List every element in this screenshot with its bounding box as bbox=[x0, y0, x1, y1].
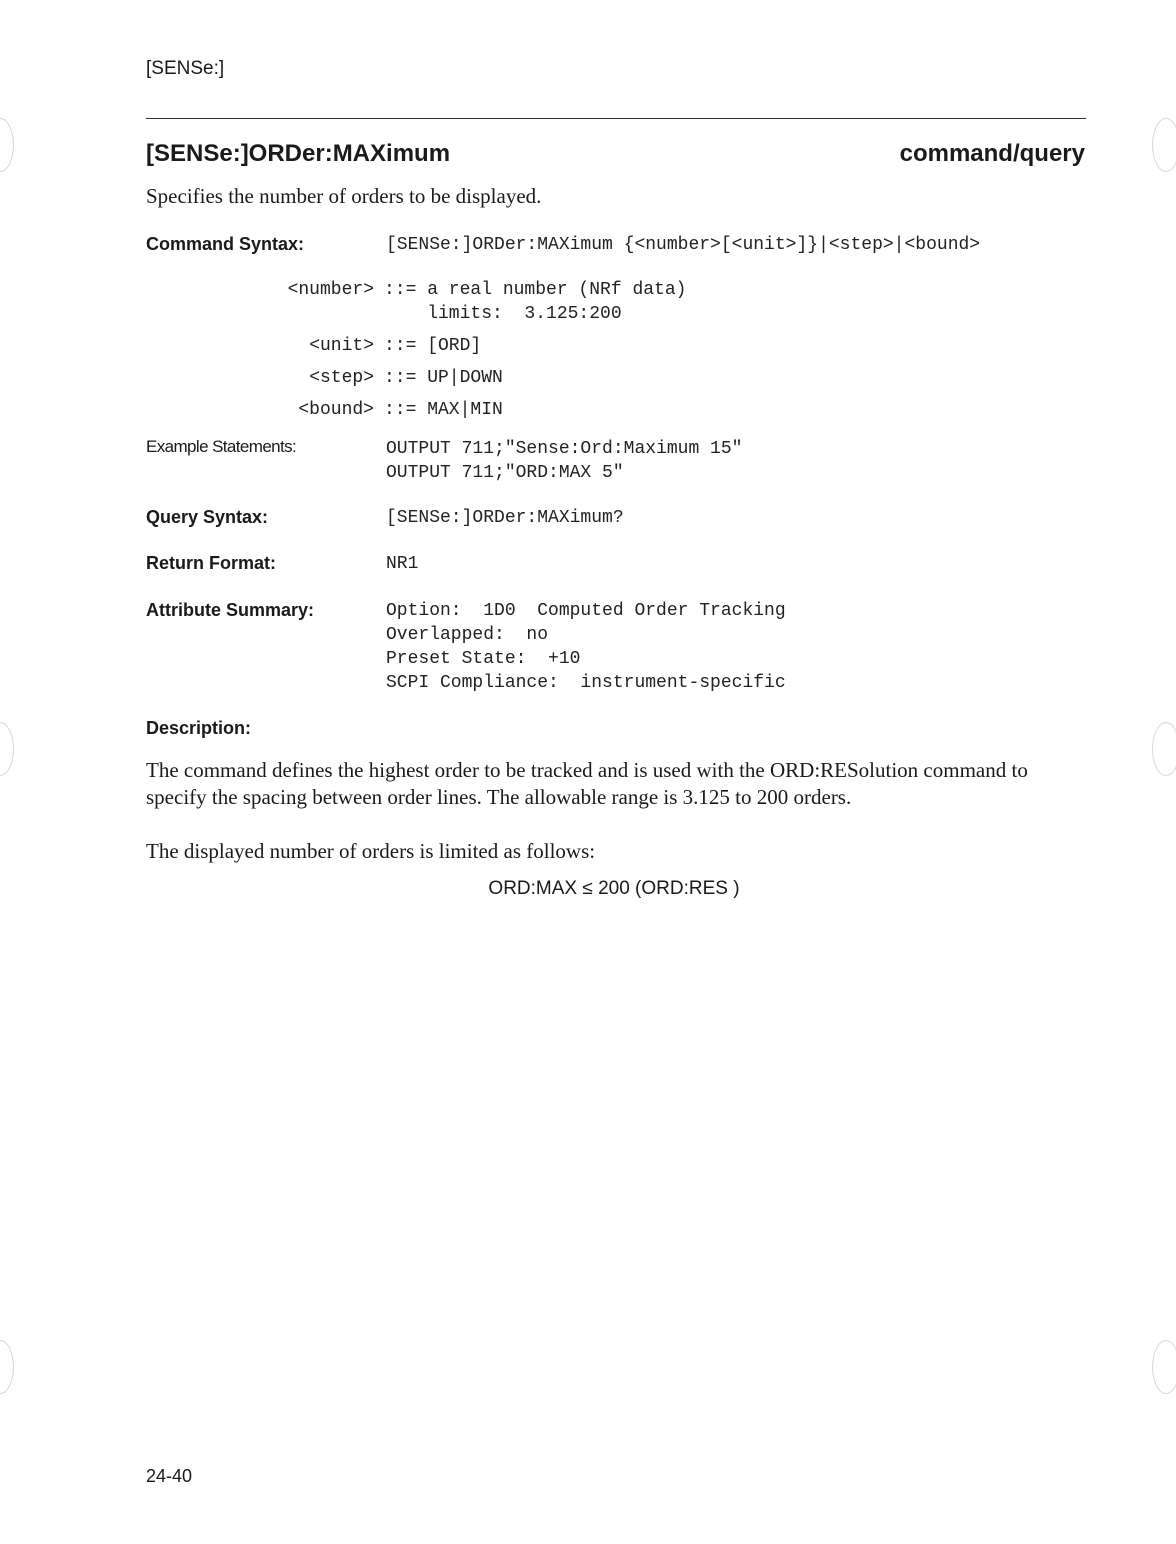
punch-hole-mark bbox=[0, 118, 14, 172]
header-rule bbox=[146, 118, 1086, 119]
punch-hole-mark bbox=[0, 1340, 14, 1394]
punch-hole-mark bbox=[1152, 1340, 1176, 1394]
attribute-line: SCPI Compliance: instrument-specific bbox=[386, 673, 786, 693]
return-format-label: Return Format: bbox=[146, 553, 276, 573]
example-statement: OUTPUT 711;"ORD:MAX 5" bbox=[386, 463, 624, 483]
command-summary: Specifies the number of orders to be displayed. bbox=[146, 184, 542, 208]
query-syntax: [SENSe:]ORDer:MAXimum? bbox=[386, 508, 624, 528]
command-syntax-label: Command Syntax: bbox=[146, 234, 305, 254]
attribute-line: Option: 1D0 Computed Order Tracking bbox=[386, 601, 786, 621]
punch-hole-mark bbox=[1152, 118, 1176, 172]
param-name-unit: <unit> bbox=[309, 336, 374, 356]
description-paragraph: The displayed number of orders is limited as follows: bbox=[146, 839, 596, 863]
attribute-summary-label: Attribute Summary: bbox=[146, 600, 315, 620]
description-formula: ORD:MAX ≤ 200 (ORD:RES ) bbox=[488, 878, 740, 899]
example-statements-label: Example Statements: bbox=[146, 437, 297, 456]
attribute-line: Preset State: +10 bbox=[386, 649, 581, 669]
page-number: 24-40 bbox=[146, 1466, 193, 1486]
description-label: Description: bbox=[146, 718, 252, 738]
command-syntax: [SENSe:]ORDer:MAXimum {<number>[<unit>]}|<step>|<bound> bbox=[386, 235, 981, 255]
query-syntax-label: Query Syntax: bbox=[146, 507, 269, 527]
punch-hole-mark bbox=[1152, 722, 1176, 776]
command-type: command/query bbox=[899, 140, 1085, 167]
param-def-unit: ::= [ORD] bbox=[384, 336, 482, 356]
param-name-step: <step> bbox=[309, 368, 374, 388]
param-name-number: <number> bbox=[287, 280, 374, 300]
running-header: [SENSe:] bbox=[146, 58, 225, 79]
punch-hole-mark bbox=[0, 722, 14, 776]
param-name-bound: <bound> bbox=[298, 400, 374, 420]
return-format: NR1 bbox=[386, 554, 419, 574]
param-def-step: ::= UP|DOWN bbox=[384, 368, 503, 388]
description-paragraph: The command defines the highest order to be tracked and is used with the ORD:RESolution command to specify the spacing between order lines. The allowable range is 3.125 to 200 orders. bbox=[146, 758, 1028, 809]
attribute-line: Overlapped: no bbox=[386, 625, 549, 645]
param-def-bound: ::= MAX|MIN bbox=[384, 400, 503, 420]
command-title: [SENSe:]ORDer:MAXimum bbox=[146, 140, 451, 167]
param-def-number: ::= a real number (NRf data) limits: 3.125:200 bbox=[384, 280, 687, 324]
example-statement: OUTPUT 711;"Sense:Ord:Maximum 15" bbox=[386, 439, 743, 459]
